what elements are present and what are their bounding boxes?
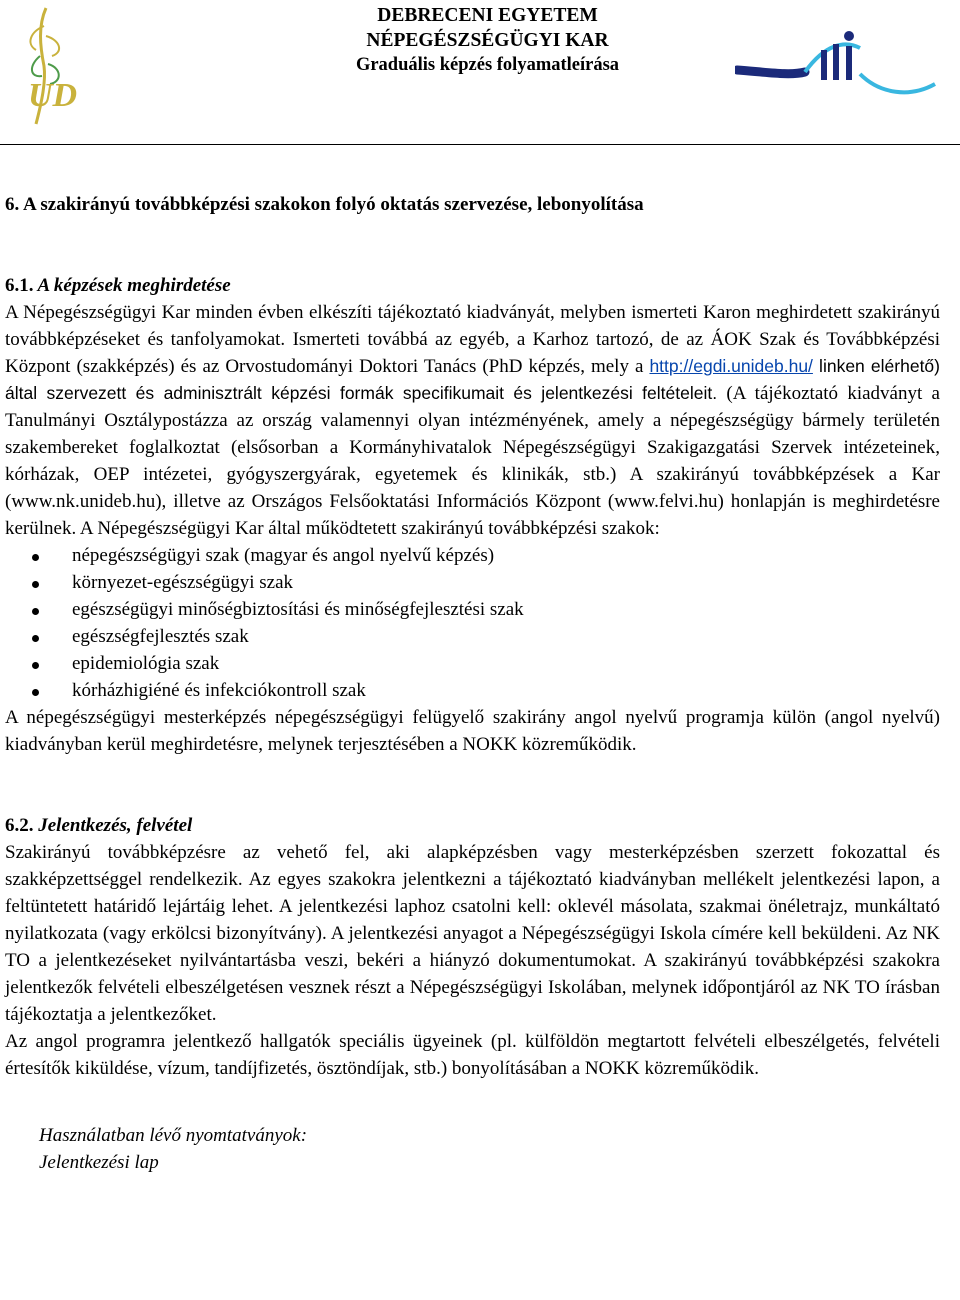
document-subtitle: Graduális képzés folyamatleírása xyxy=(355,55,620,75)
section-6-heading: 6. A szakirányú továbbképzési szakokon folyó oktatás szervezése, lebonyolítása xyxy=(5,194,644,215)
list-item: egészségügyi minőségbiztosítási és minőségfejlesztési szak xyxy=(5,596,940,623)
section-6-2-heading: 6.2. Jelentkezés, felvétel xyxy=(5,815,193,836)
list-item: környezet-egészségügyi szak xyxy=(5,569,940,596)
header-divider xyxy=(0,144,960,145)
bullet-icon xyxy=(32,608,39,615)
section-6-1-closing-paragraph: A népegészségügyi mesterképzés népegészségügyi felügyelő szakirány angol nyelvű programja külön (angol nyelvű) kiadványban kerül meghirdetésre, melynek terjesztésében a NOKK közreműködik. xyxy=(5,707,940,755)
svg-text:UD: UD xyxy=(28,77,78,114)
page-header xyxy=(0,0,960,142)
list-item: epidemiológia szak xyxy=(5,650,940,677)
faculty-logo-icon xyxy=(735,14,940,114)
forms-in-use xyxy=(5,1122,940,1176)
faculty-name: NÉPEGÉSZSÉGÜGYI KAR xyxy=(366,30,609,51)
forms-item: Jelentkezési lap xyxy=(39,1152,159,1173)
forms-heading: Használatban lévő nyomtatványok: xyxy=(39,1125,308,1146)
bullet-icon xyxy=(32,581,39,588)
egdi-link[interactable]: http://egdi.unideb.hu/ xyxy=(649,356,813,376)
document-body xyxy=(5,191,940,1176)
section-6-2-english-paragraph: Az angol programra jelentkező hallgatók speciális ügyeinek (pl. külföldön megtartott felvételi elbeszélgetés, felvételi értesítők kiküldése, vízum, tandíjfizetés, ösztöndíjak, stb.) bonyolításában a NOKK közreműködik. xyxy=(5,1031,940,1079)
list-item: kórházhigiéné és infekciókontroll szak xyxy=(5,677,940,704)
programme-list xyxy=(5,542,940,704)
section-6-1-heading: 6.1. A képzések meghirdetése xyxy=(5,275,231,296)
bullet-icon xyxy=(32,662,39,669)
university-name: DEBRECENI EGYETEM xyxy=(377,5,598,26)
list-item: egészségfejlesztés szak xyxy=(5,623,940,650)
list-item: népegészségügyi szak (magyar és angol nyelvű képzés) xyxy=(5,542,940,569)
section-6-1-paragraph: A Népegészségügyi Kar minden évben elkészíti tájékoztató kiadványát, melyben ismerteti Karon meghirdetett szakirányú továbbképzéseket és tanfolyamokat. Ismerteti továbbá az egyéb, a Karhoz tartozó, de az ÁOK Szak és Továbbképzési Központ (szakképzés) és az Orvostudományi Doktori Tanács (PhD képzés, mely a http://egdi.unideb.hu/ linken elérhető) által szervezett és adminisztrált képzési formák specifikumait és jelentkezési feltételeit. (A tájékoztató kiadványt a Tanulmányi Osztálypostázza az ország valamennyi olyan intézményének, amely a népegészségügy bármely területén szakembereket foglalkoztat (elsősorban a Kormányhivatalok Népegészségügyi Szakigazgatási Szervek intézeteinek, kórházak, OEP intézetei, gyógyszergyárak, egyetemek és klinikák, stb.) A szakirányú továbbképzések a Kar (www.nk.unideb.hu), illetve az Országos Felsőoktatási Információs Központ (www.felvi.hu) honlapján is meghirdetésre kerülnek. A Népegészségügyi Kar által működtetett szakirányú továbbképzési szakok: xyxy=(5,302,940,539)
bullet-icon xyxy=(32,554,39,561)
section-6-2-paragraph: Szakirányú továbbképzésre az vehető fel, aki alapképzésben vagy mesterképzésben szerzett fokozattal és szakképzettséggel rendelkezik. Az egyes szakokra jelentkezni a tájékoztató kiadványban mellékelt jelentkezési lapon, a feltüntetett határidő lejártáig lehet. A jelentkezési laphoz csatolni kell: oklevél másolata, szakmai önéletrajz, munkáltató nyilatkozata (vagy erkölcsi bizonyítvány). A jelentkezési anyagot a Népegészségügyi Iskola címére kell beküldeni. Az NK TO a jelentkezéseket nyilvántartásba veszi, bekéri a hiányzó dokumentumokat. A szakirányú továbbképzési szakokra jelentkezők felvételi elbeszélgetésen vesznek részt a Népegészségügyi Iskolában, melynek időpontjáról az NK TO írásban tájékoztatja a jelentkezőket. xyxy=(5,842,940,1025)
bullet-icon xyxy=(32,635,39,642)
bullet-icon xyxy=(32,689,39,696)
